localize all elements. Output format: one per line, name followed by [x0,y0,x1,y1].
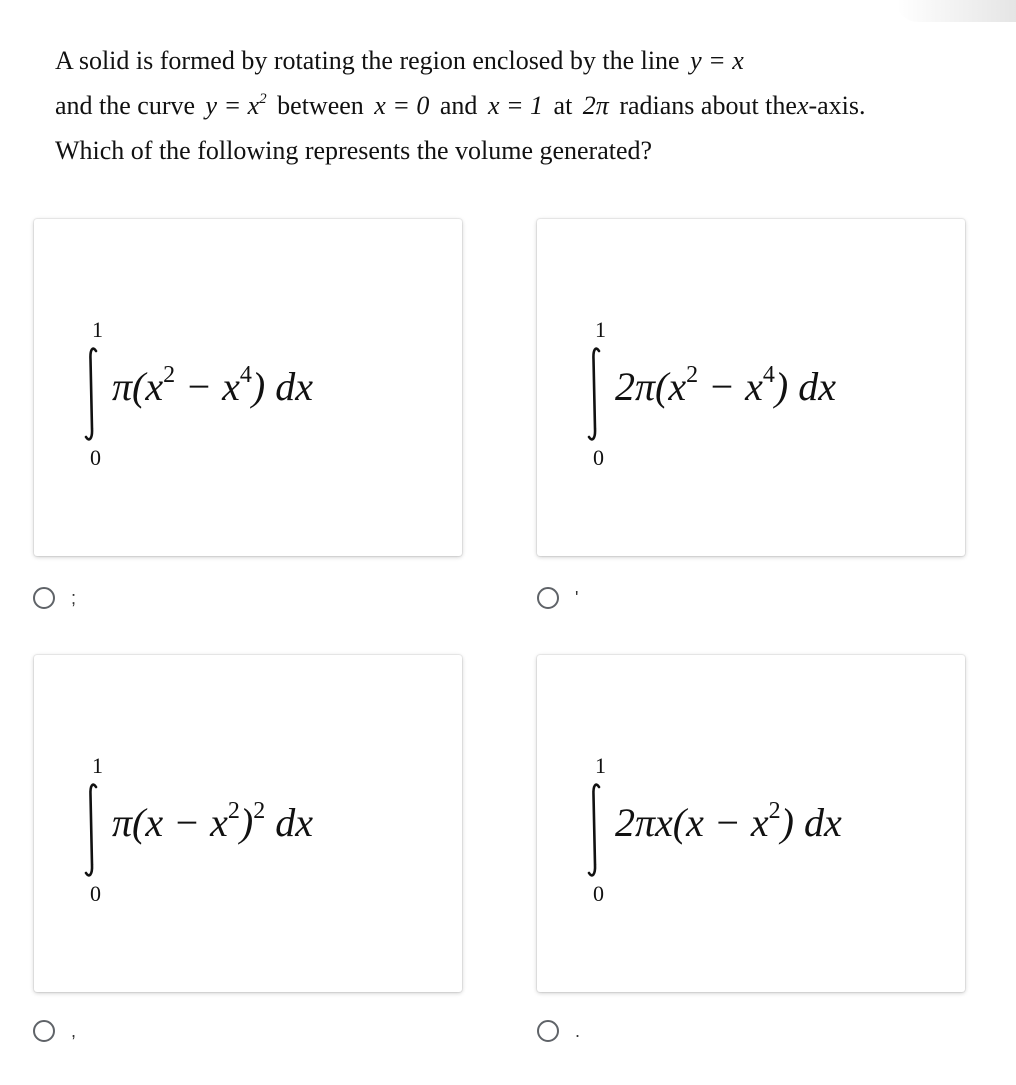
integral-upper-limit: 1 [595,753,606,778]
option-c-label: , [71,1020,77,1041]
integrand-exponent-1: 2 [686,362,699,388]
integrand-part-1: π(x − x [112,800,228,845]
integrand [615,799,842,846]
integrand-part-2: − x [698,364,763,409]
integrand-part-2: ) [239,800,254,845]
question-line-2 [55,83,985,128]
integral-sign-icon [585,345,605,443]
integrand-part-1: π(x [112,364,164,409]
option-card-a[interactable] [34,219,462,556]
option-a-choice[interactable] [33,583,76,613]
question-line-1 [55,38,985,83]
integral-sign-icon [82,781,102,879]
radio-button-d[interactable] [537,1020,559,1042]
integrand-exponent-1: 2 [768,798,781,824]
integrand-part-3: ) dx [774,364,836,409]
question-line-2-text-e: radians about the [619,91,797,120]
question-line-2-text-d: at [553,91,573,120]
math-x: x [796,91,809,120]
integral-sign-icon [585,781,605,879]
integrand-part-1: 2πx(x − x [615,800,769,845]
option-card-c[interactable] [34,655,462,992]
integral-sign-icon [82,345,102,443]
radio-button-a[interactable] [33,587,55,609]
integrand-exponent-2: 4 [762,362,775,388]
option-d-choice[interactable] [537,1016,580,1046]
integral-upper-limit: 1 [92,753,103,778]
radio-button-b[interactable] [537,587,559,609]
integrand-part-2: − x [175,364,240,409]
option-a-label: ; [71,587,77,608]
top-edge-shadow [896,0,1016,22]
option-b-choice[interactable] [537,583,578,613]
option-card-d[interactable] [537,655,965,992]
integrand-exponent-1: 2 [227,798,240,824]
question-line-2-text-a: and the curve [55,91,196,120]
integral-lower-limit: 0 [90,445,101,470]
math-x-equals-1: x = 1 [487,91,544,120]
integral-upper-limit: 1 [92,317,103,342]
math-x-equals-0: x = 0 [374,91,430,120]
integrand [615,363,836,410]
integral-lower-limit: 0 [90,881,101,906]
integral-expression-d [585,753,955,913]
integrand-exponent-1: 2 [163,362,176,388]
math-y-equals-x-base: y = x [205,91,260,120]
integral-upper-limit: 1 [595,317,606,342]
math-exponent: 2 [259,91,267,107]
option-d-label: . [575,1020,581,1041]
integrand-part-2: ) dx [780,800,842,845]
integrand-part-3: ) dx [251,364,313,409]
option-b-label: ' [575,587,579,608]
integrand [112,363,313,410]
integral-lower-limit: 0 [593,445,604,470]
option-card-b[interactable] [537,219,965,556]
question-text [55,38,985,173]
integrand-exponent-2: 2 [253,798,266,824]
integral-expression-b [585,317,955,477]
integrand-exponent-2: 4 [239,362,252,388]
question-line-1-text: A solid is formed by rotating the region enclosed by the line [55,46,680,75]
integrand [112,799,313,846]
math-y-equals-x: y = x [690,46,744,75]
question-line-2-text-c: and [439,91,478,120]
math-2-pi: 2π [582,91,609,120]
integrand-part-3: dx [265,800,313,845]
question-line-2-text-f: -axis. [808,91,866,120]
integral-expression-c [82,753,452,913]
question-line-3: Which of the following represents the volume generated? [55,136,653,165]
integral-lower-limit: 0 [593,881,604,906]
math-y-equals-x-squared [202,91,271,120]
radio-button-c[interactable] [33,1020,55,1042]
integrand-part-1: 2π(x [615,364,687,409]
option-c-choice[interactable] [33,1016,76,1046]
integral-expression-a [82,317,452,477]
question-line-2-text-b: between [277,91,364,120]
